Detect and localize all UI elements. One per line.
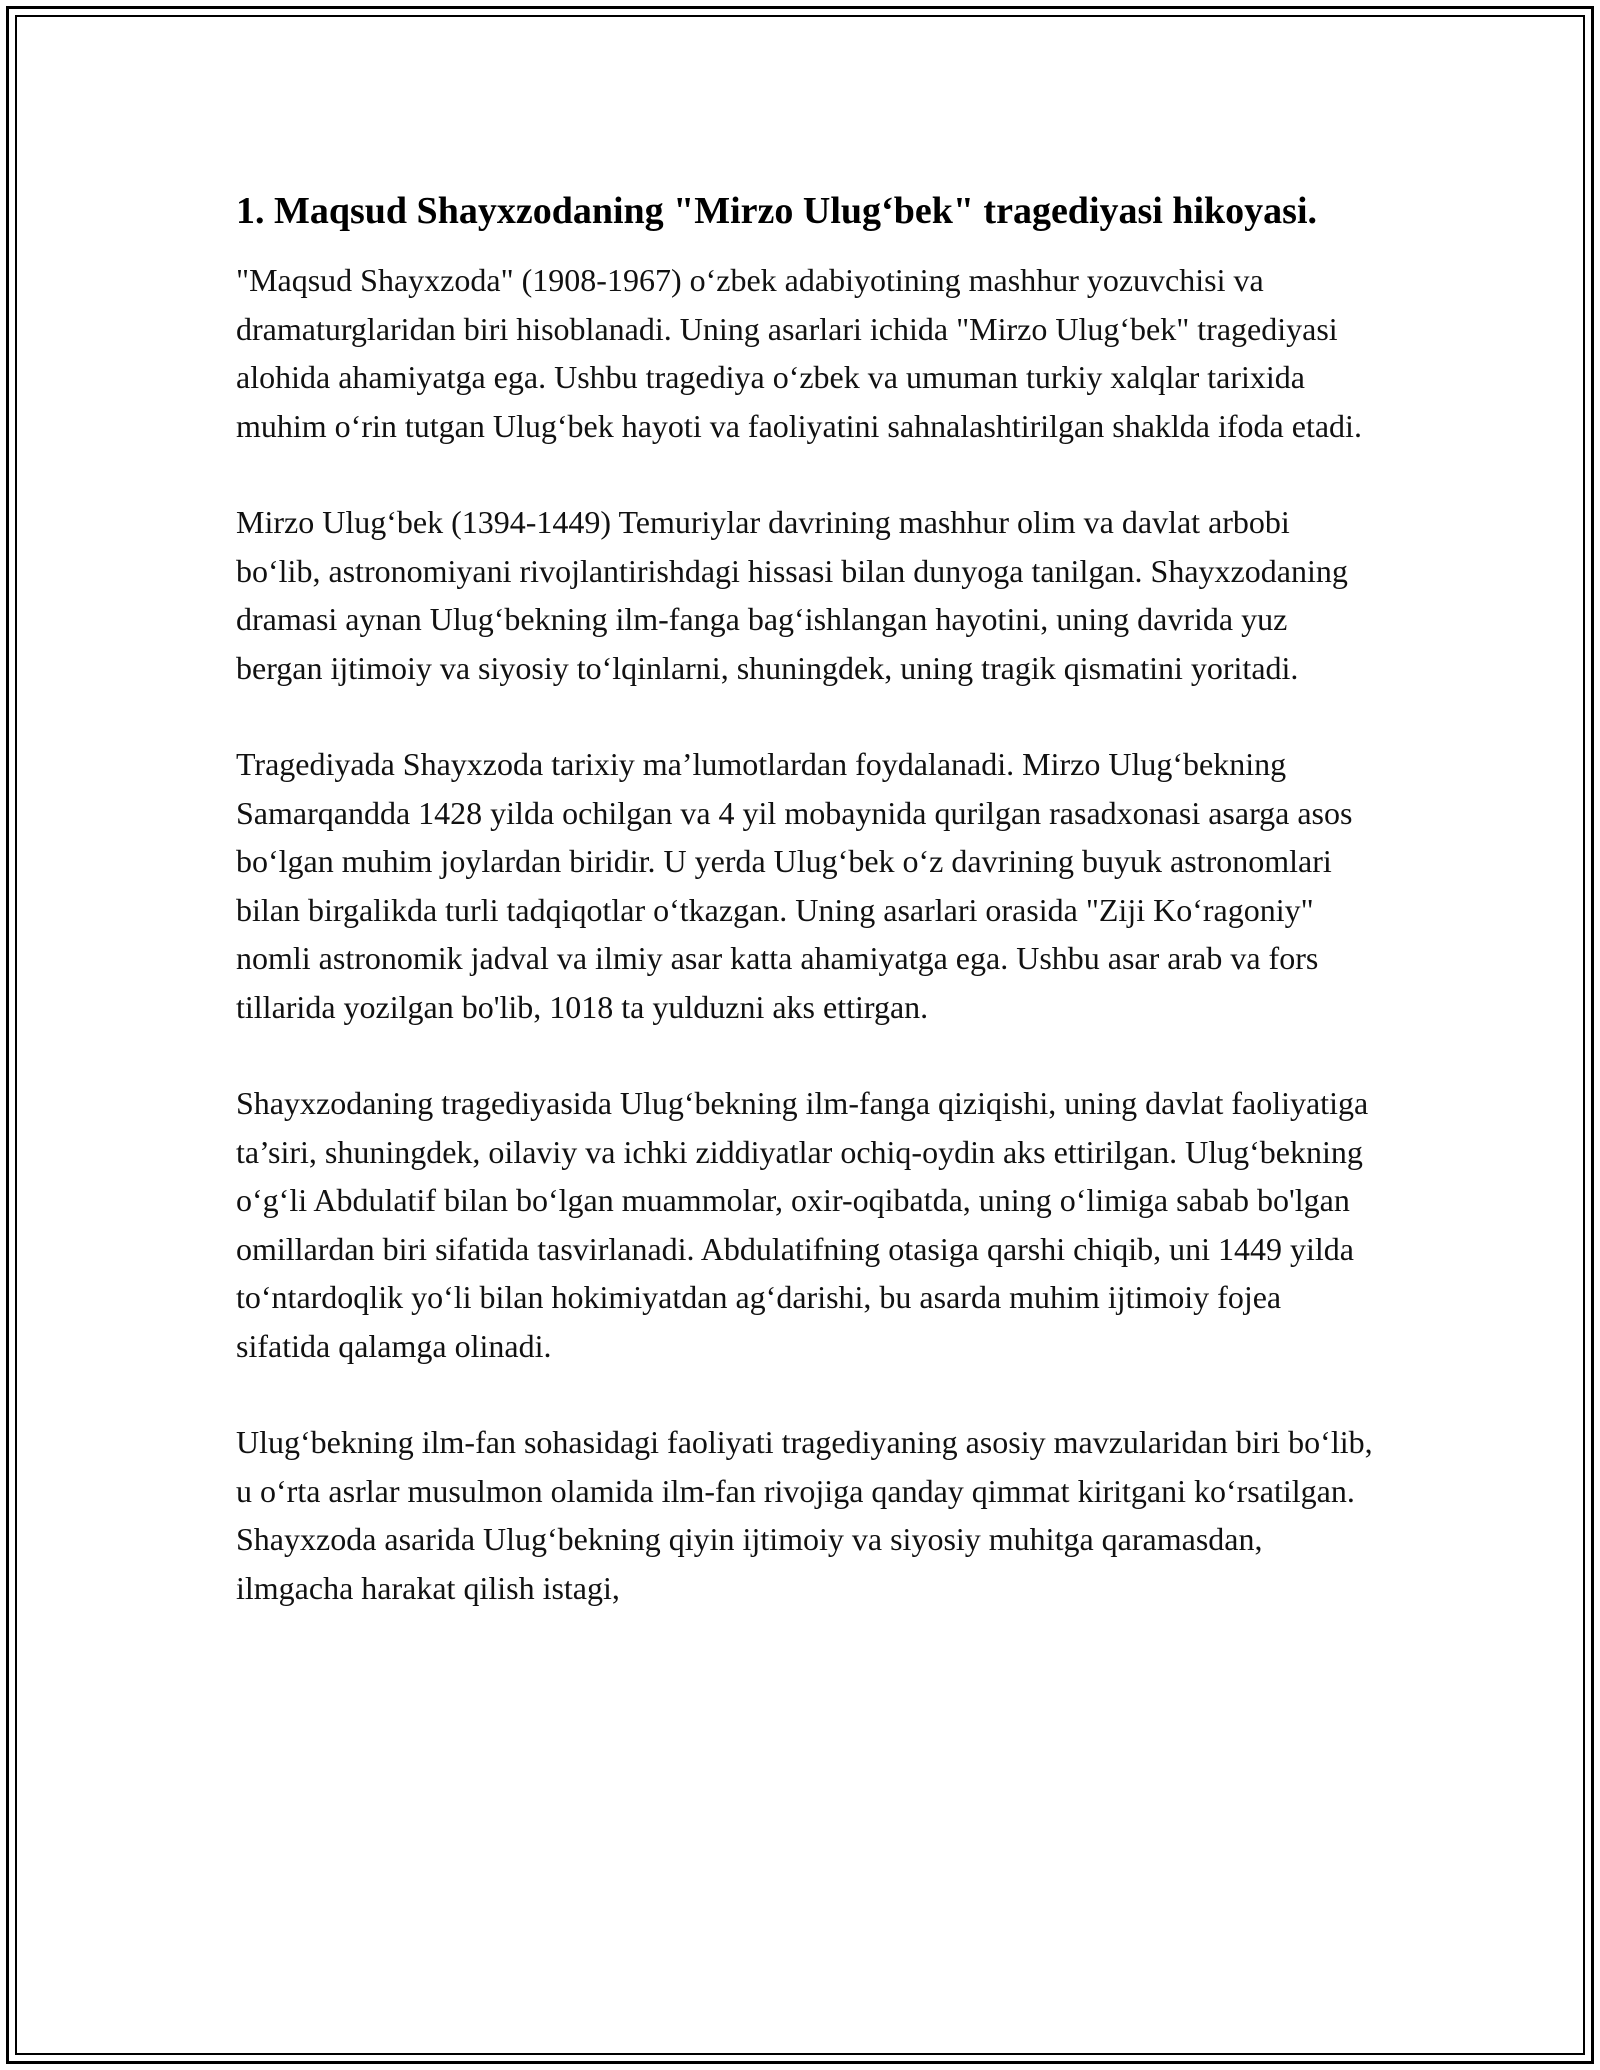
paragraph-conflict: Shayxzodaning tragediyasida Ulug‘bekning ilm-fanga qiziqishi, uning davlat faoliyatiga ta’siri, shuningdek, oilaviy va ichki ziddiyatlar ochiq-oydin aks ettirilgan. Ulug‘bekning o‘g‘li Abdulatif bilan bo‘lgan muammolar, oxir-oqibatda, uning o‘limiga sabab bo'lgan omillardan biri sifatida tasvirlanadi. Abdulatifning otasiga qarshi chiqib, uni 1449 yilda to‘ntardoqlik yo‘li bilan hokimiyatdan ag‘darishi, bu asarda muhim ijtimoiy fojea sifatida qalamga olinadi. (236, 1085, 1369, 1364)
section-heading: 1. Maqsud Shayxzodaning "Mirzo Ulug‘bek" tragediyasi hikoyasi. (236, 190, 1318, 232)
paragraph-biography: Mirzo Ulug‘bek (1394-1449) Temuriylar davrining mashhur olim va davlat arbobi bo‘lib, astronomiyani rivojlantirishdagi hissasi bilan dunyoga tanilgan. Shayxzodaning dramasi aynan Ulug‘bekning ilm-fanga bag‘ishlangan hayotini, uning davrida yuz bergan ijtimoiy va siyosiy to‘lqinlarni, shuningdek, uning tragik qismatini yoritadi. (236, 504, 1348, 686)
paragraph-intro: "Maqsud Shayxzoda" (1908-1967) o‘zbek adabiyotining mashhur yozuvchisi va dramaturglaridan biri hisoblanadi. Uning asarlari ichida "Mirzo Ulug‘bek" tragediyasi alohida ahamiyatga ega. Ushbu tragediya o‘zbek va umuman turkiy xalqlar tarixida muhim o‘rin tutgan Ulug‘bek hayoti va faoliyatini sahnalashtirilgan shaklda ifoda etadi. (236, 262, 1362, 444)
document-body (236, 186, 1376, 1660)
paragraph-science: Ulug‘bekning ilm-fan sohasidagi faoliyati tragediyaning asosiy mavzularidan biri bo‘lib, u o‘rta asrlar musulmon olamida ilm-fan rivojiga qanday qimmat kiritgani ko‘rsatilgan. Shayxzoda asarida Ulug‘bekning qiyin ijtimoiy va siyosiy muhitga qaramasdan, ilmgacha harakat qilish istagi, (236, 1424, 1373, 1606)
paragraph-observatory: Tragediyada Shayxzoda tarixiy ma’lumotlardan foydalanadi. Mirzo Ulug‘bekning Samarqandda 1428 yilda ochilgan va 4 yil mobaynida qurilgan rasadxonasi asarga asos bo‘lgan muhim joylardan biridir. U yerda Ulug‘bek o‘z davrining buyuk astronomlari bilan birgalikda turli tadqiqotlar o‘tkazgan. Uning asarlari orasida "Ziji Ko‘ragoniy" nomli astronomik jadval va ilmiy asar katta ahamiyatga ega. Ushbu asar arab va fors tillarida yozilgan bo'lib, 1018 ta yulduzni aks ettirgan. (236, 746, 1353, 1025)
